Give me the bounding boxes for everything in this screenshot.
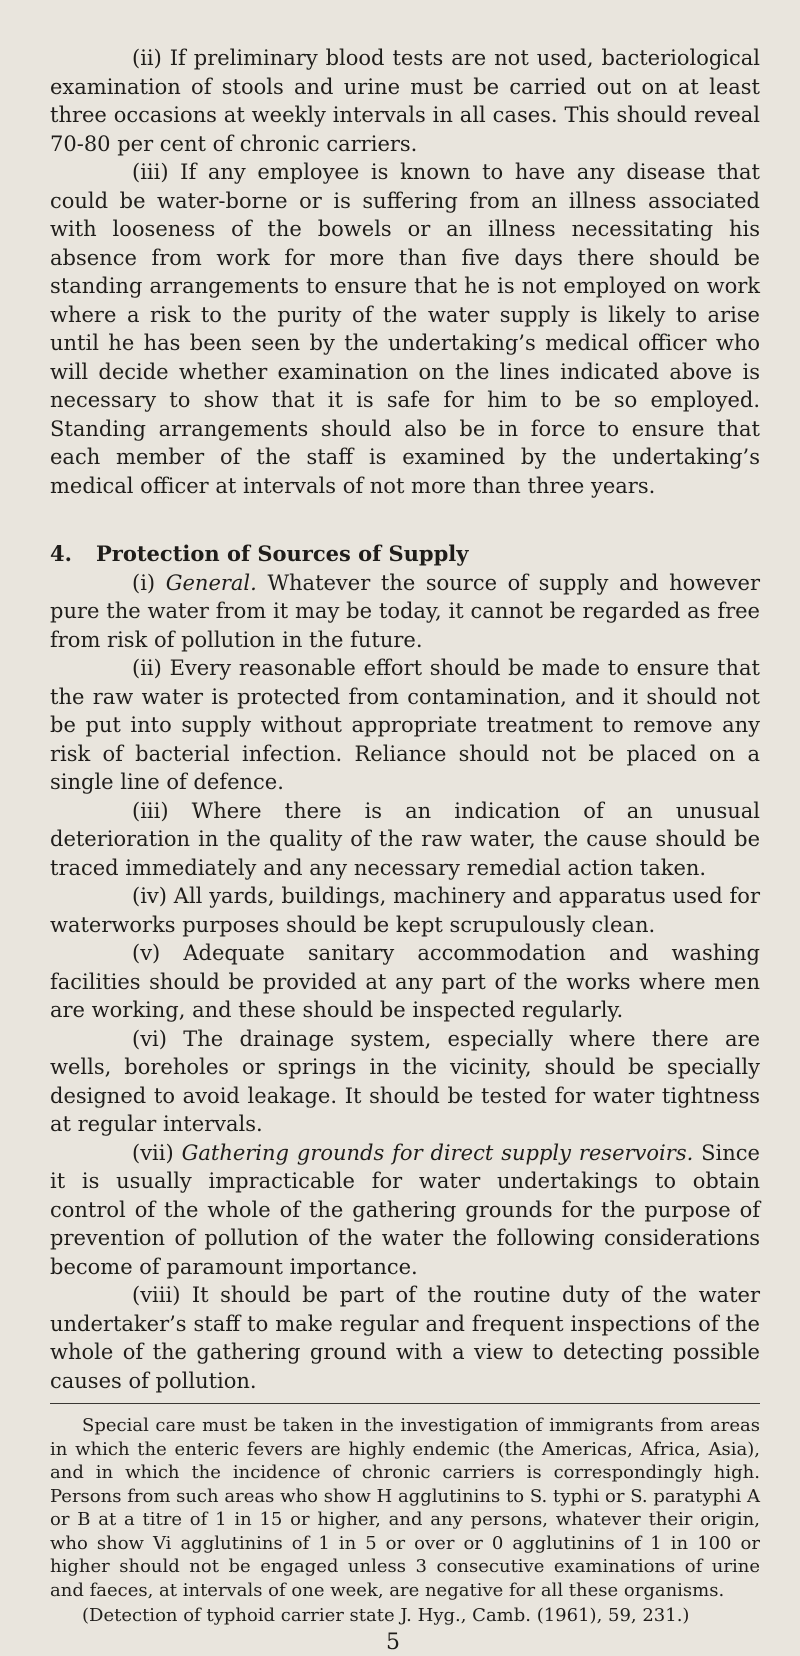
item-text: Every reasonable effort should be made to ensure that the raw water is protected from contamination, and it should not be put into supply without appropriate treatment to remove any risk of bacterial infection. Reliance should not be placed on a single line of defence. — [50, 656, 760, 794]
section-item-iv — [50, 882, 760, 939]
item-italic-lead: Gathering grounds for direct supply reservoirs. — [181, 1140, 694, 1165]
footnote-divider — [50, 1403, 760, 1404]
section-heading — [50, 540, 760, 569]
section-title: Protection of Sources of Supply — [96, 541, 469, 566]
paragraph-iii-employee-illness: (iii) If any employee is known to have any disease that could be water-borne or is suffering from an illness associated with looseness of the bowels or an illness necessitating his absence from work for more than five days there should be standing arrangements to ensure that he is not employed on work where a risk to the purity of the water supply is likely to arise until he has been seen by the undertaking’s medical officer who will decide whether examination on the lines indicated above is necessary to show that it is safe for him to be so employed. Standing arrangements should also be in force to ensure that each member of the staff is examined by the undertaking’s medical officer at intervals of not more than three years. — [50, 160, 760, 498]
item-text: It should be part of the routine duty of the water undertaker’s staff to make regular and frequent inspections of the whole of the gathering ground with a view to detecting possible causes of pollution. — [50, 1283, 760, 1393]
section-item-viii — [50, 1281, 760, 1395]
item-label: (vii) — [132, 1140, 174, 1165]
section-item-vii — [50, 1139, 760, 1282]
item-text: Where there is an indication of an unusual deterioration in the quality of the raw water, the cause should be traced immediately and any necessary remedial action taken. — [50, 798, 760, 880]
item-text: Whatever the source of supply and however pure the water from it may be today, it cannot be regarded as free from risk of pollution in the future. — [50, 570, 760, 652]
footnote-reference: (Detection of typhoid carrier state J. Hyg., Camb. (1961), 59, 231.) — [82, 1605, 690, 1626]
item-text: Since it is usually impracticable for water undertakings to obtain control of the whole of the gathering grounds for the purpose of prevention of pollution of the water the following considerations become of paramount importance. — [50, 1140, 760, 1279]
item-label: (viii) — [132, 1283, 181, 1307]
item-label: (vi) — [132, 1026, 167, 1051]
item-label: (iv) — [132, 884, 167, 908]
item-label: (ii) — [132, 656, 162, 680]
section-number: 4. — [50, 541, 72, 566]
paragraph-ii-stool-tests: (ii) If preliminary blood tests are not used, bacteriological examination of stools and urine must be carried out on at least three occasions at weekly intervals in all cases. This should reveal 70-80 per cent of chronic carriers. — [50, 46, 760, 156]
item-text: All yards, buildings, machinery and apparatus used for waterworks purposes should be kept scrupulously clean. — [50, 884, 760, 937]
footnote-text: Special care must be taken in the investigation of immigrants from areas in which the enteric fevers are highly endemic (the Americas, Africa, Asia), and in which the incidence of chronic carriers is correspondingly high. Persons from such areas who show H agglutinins to S. typhi or S. paratyphi A or B at a titre of 1 in 15 or higher, and any persons, whatever their origin, who show Vi agglutinins of 1 in 5 or over or 0 agglutinins of 1 in 100 or higher should not be engaged unless 3 consecutive examinations of urine and faeces, at intervals of one week, are negative for all these organisms. — [50, 1415, 760, 1601]
section-item-v — [50, 939, 760, 1025]
item-label: (iii) — [132, 798, 169, 823]
section-item-vi — [50, 1025, 760, 1139]
section-item-i — [50, 569, 760, 655]
item-italic-lead: General. — [165, 570, 257, 595]
item-label: (i) — [132, 570, 156, 595]
item-text: The drainage system, especially where there are wells, boreholes or springs in the vicinity, should be specially designed to avoid leakage. It should be tested for water tightness at regular intervals. — [50, 1026, 760, 1136]
section-item-iii — [50, 797, 760, 883]
page-number: 5 — [386, 1629, 400, 1655]
item-text: Adequate sanitary accommodation and washing facilities should be provided at any part of the works where men are working, and these should be inspected regularly. — [50, 941, 760, 1022]
footnote — [50, 1414, 760, 1628]
item-label: (v) — [132, 941, 161, 965]
section-item-ii — [50, 654, 760, 797]
